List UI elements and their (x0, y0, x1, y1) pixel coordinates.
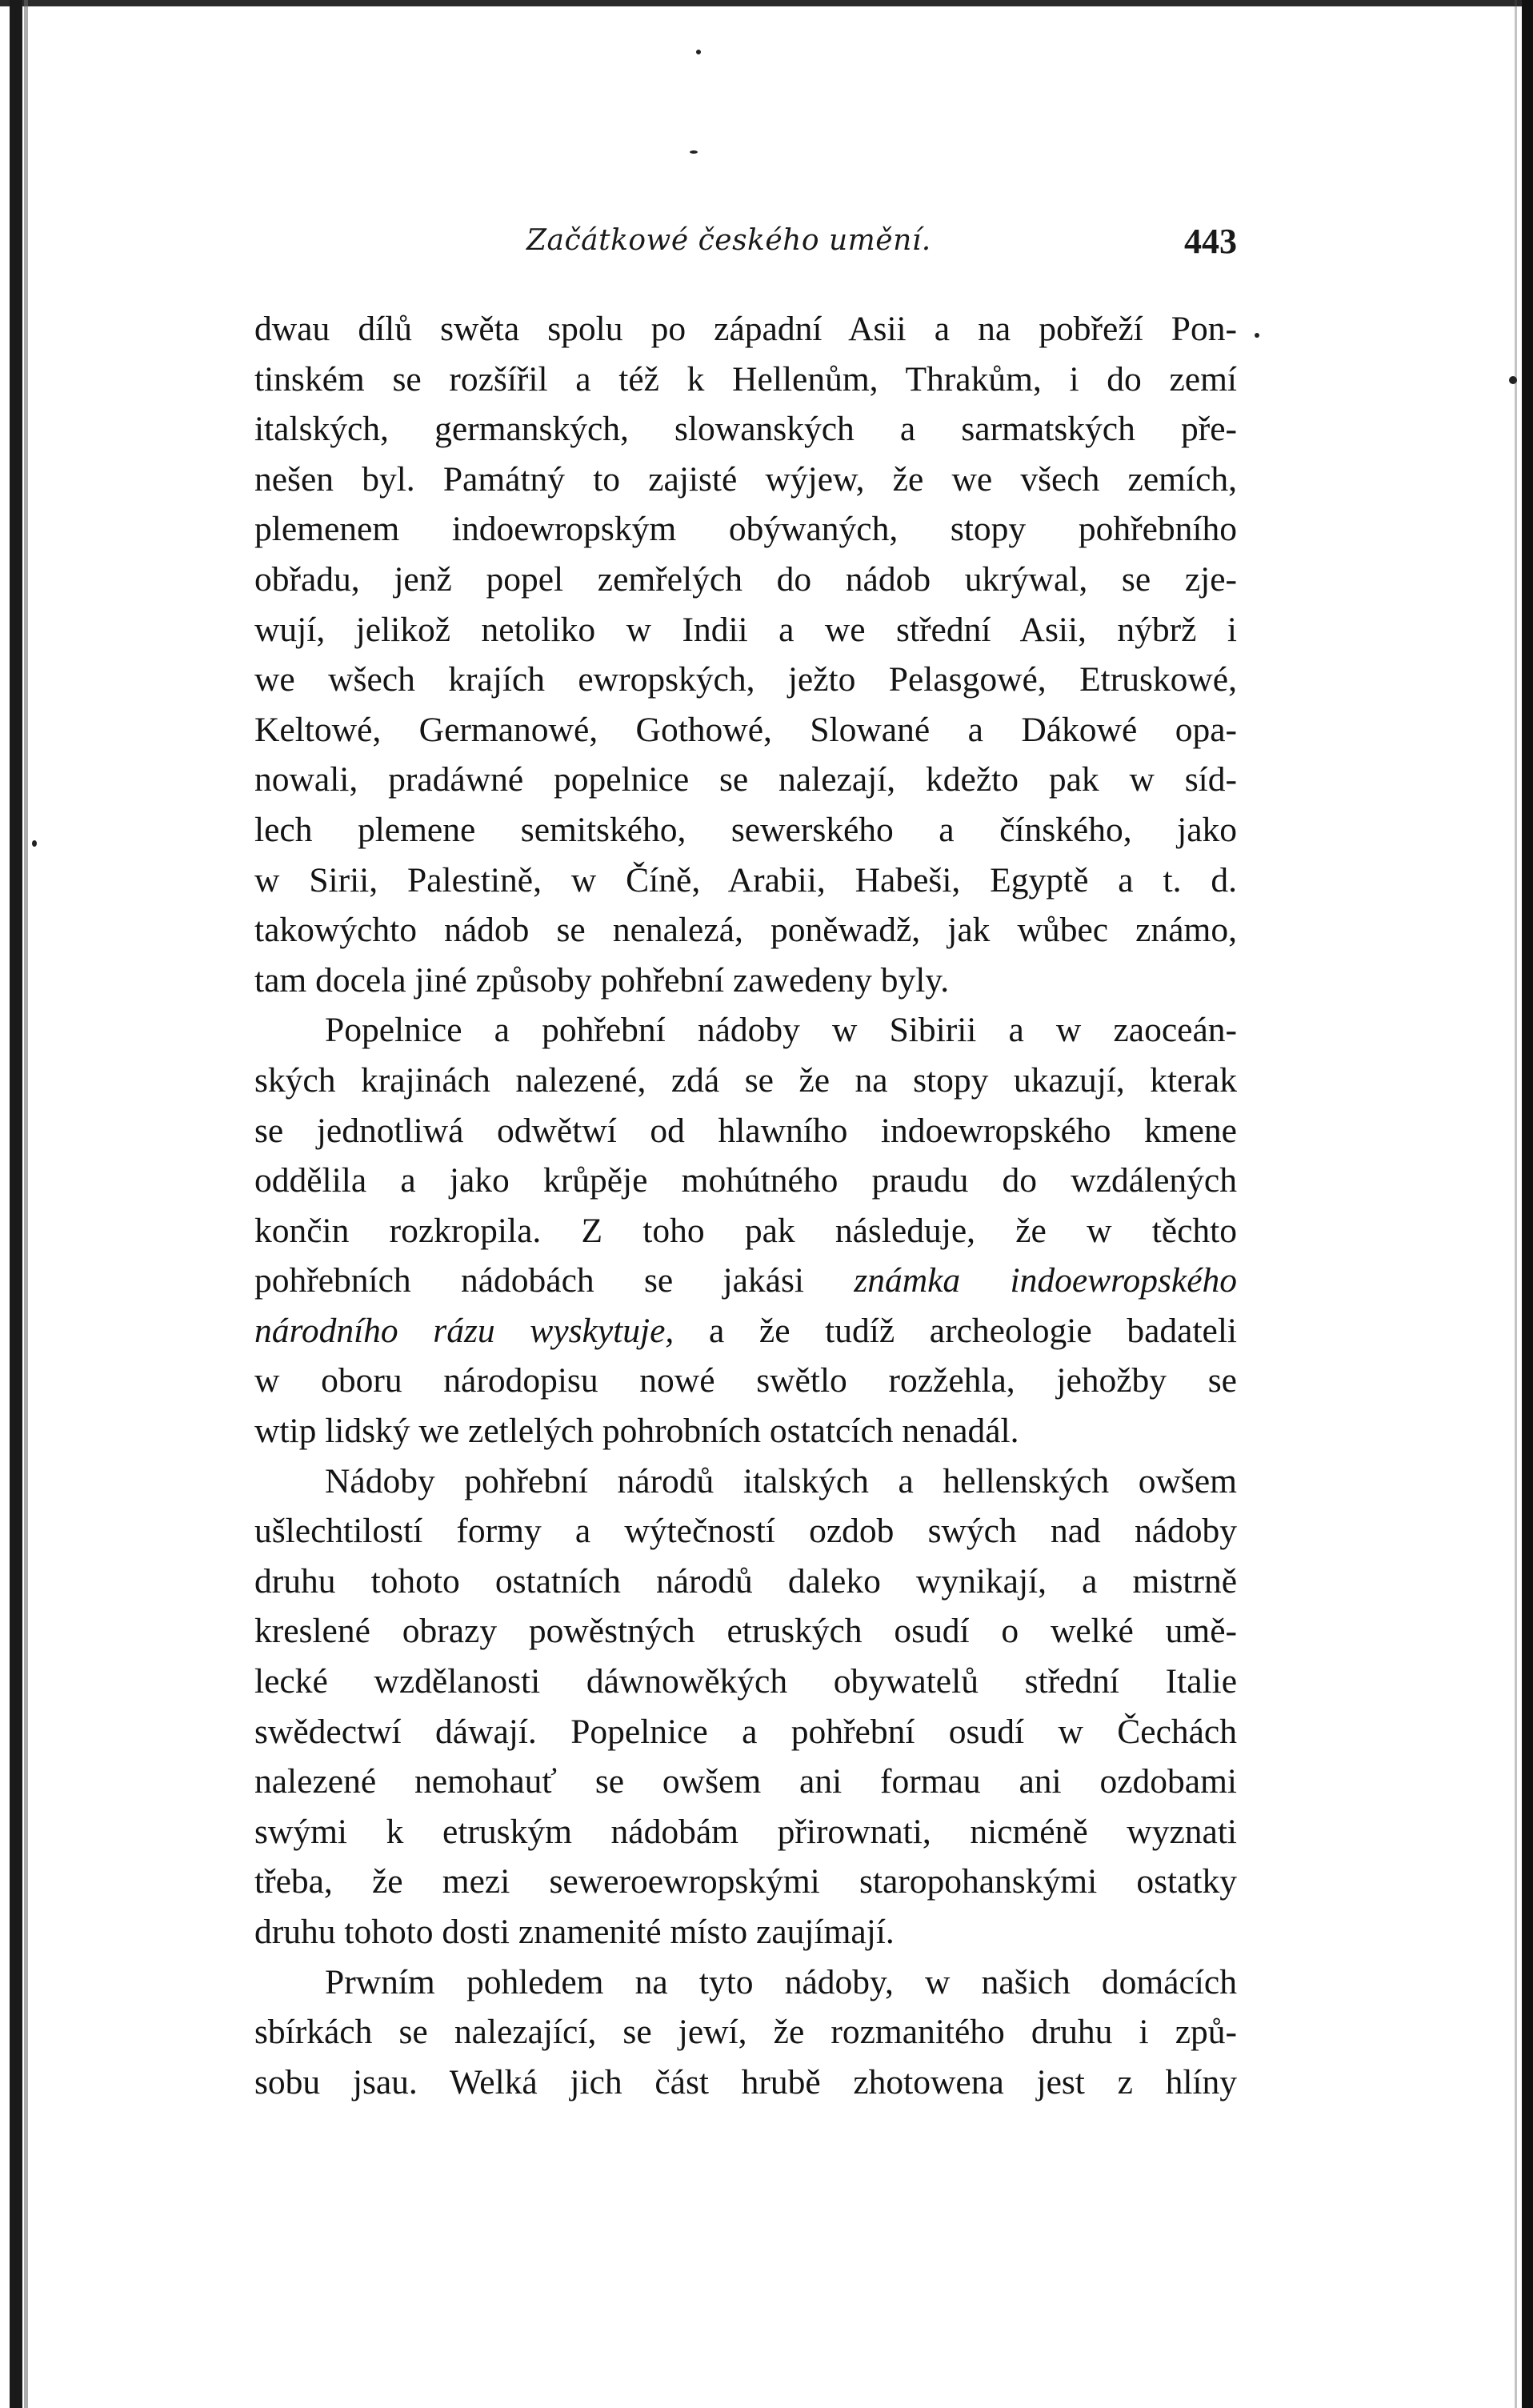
text-fragment: a že tudíž archeologie badateli (708, 1311, 1238, 1350)
text-line: tinském se rozšířil a též k Hellenům, Thrakům, i do zemí (254, 359, 1237, 399)
text-line: w oboru národopisu nowé swětlo rozžehla, jehožby se (254, 1361, 1237, 1400)
scan-edge-left (10, 0, 22, 2408)
text-fragment: pohřebních nádobách se jakási (254, 1261, 804, 1300)
text-line: italských, germanských, slowanských a sarmatských pře- (254, 410, 1237, 449)
body-text (254, 304, 1237, 2107)
paragraph (254, 304, 1237, 1005)
text-line: ušlechtilostí formy a wýtečností ozdob swých nad nádoby (254, 1512, 1237, 1551)
scan-edge-top (0, 0, 1533, 6)
scan-speck (1255, 333, 1259, 338)
text-line: plemenem indoewropským obýwaných, stopy pohřebního (254, 510, 1237, 549)
text-line: oddělila a jako krůpěje mohútného praudu do wzdálených (254, 1161, 1237, 1200)
scan-edge-left-shadow (24, 0, 28, 2408)
text-line: třeba, že mezi seweroewropskými staropohanskými ostatky (254, 1862, 1237, 1901)
text-line: druhu tohoto dosti znamenité místo zaujímají. (254, 1913, 895, 1951)
text-line: nešen byl. Památný to zajisté wýjew, že we všech zemích, (254, 459, 1237, 499)
running-head: Začátkowé českého umění. (526, 224, 931, 257)
text-line: w Sirii, Palestině, w Číně, Arabii, Habeši, Egyptě a t. d. (254, 860, 1237, 899)
text-line: takowýchto nádob se nenalezá, poněwadž, jak wůbec známo, (254, 911, 1237, 950)
text-line: lech plemene semitského, sewerského a čínského, jako (254, 810, 1237, 849)
text-line (254, 1256, 1237, 1306)
text-line: tam docela jiné způsoby pohřební zawedeny byly. (254, 960, 950, 1000)
text-line: se jednotliwá odwětwí od hlawního indoewropského kmene (254, 1111, 1237, 1150)
scan-edge-right (1522, 0, 1533, 2408)
text-line: wují, jelikož netoliko w Indii a we střední Asii, nýbrž i (254, 610, 1237, 649)
scan-speck (32, 840, 37, 847)
scan-speck (1509, 376, 1517, 384)
page-number: 443 (1184, 222, 1237, 261)
text-line: swědectwí dáwají. Popelnice a pohřební osudí w Čechách (254, 1712, 1237, 1751)
text-line (254, 1306, 1237, 1356)
italic-emphasis: známka indoewropského (854, 1261, 1237, 1300)
text-line: nowali, pradáwné popelnice se nalezají, kdežto pak w síd- (254, 760, 1237, 799)
paragraph (254, 1456, 1237, 1957)
text-line: wtip lidský we zetlelých pohrobních ostatcích nenadál. (254, 1412, 1019, 1451)
text-line: Prwním pohledem na tyto nádoby, w našich domácích (325, 1962, 1237, 2001)
text-line: končin rozkropila. Z toho pak následuje, že w těchto (254, 1211, 1237, 1250)
text-line: swými k etruským nádobám přirownati, nicméně wyznati (254, 1812, 1237, 1851)
text-line: Nádoby pohřební národů italských a hellenských owšem (325, 1461, 1237, 1500)
text-line: dwau dílů swěta spolu po západní Asii a na pobřeží Pon- (254, 310, 1237, 348)
text-line: ských krajinách nalezené, zdá se že na stopy ukazují, kterak (254, 1060, 1237, 1100)
italic-emphasis: národního rázu wyskytuje, (254, 1311, 674, 1350)
text-line: Popelnice a pohřební nádoby w Sibirii a w zaoceán- (325, 1011, 1237, 1050)
text-line: Keltowé, Germanowé, Gothowé, Slowané a Dákowé opa- (254, 710, 1237, 749)
text-line: kreslené obrazy powěstných etruských osudí o welké umě- (254, 1612, 1237, 1651)
text-line: lecké wzdělanosti dáwnowěkých obywatelů střední Italie (254, 1662, 1237, 1701)
text-line: nalezené nemohauť se owšem ani formau ani ozdobami (254, 1762, 1237, 1801)
text-line: obřadu, jenž popel zemřelých do nádob ukrýwal, se zje- (254, 559, 1237, 599)
text-line: sobu jsau. Welká jich část hrubě zhotowena jest z hlíny (254, 2062, 1237, 2101)
text-line: sbírkách se nalezající, se jewí, že rozmanitého druhu i způ- (254, 2013, 1237, 2052)
text-line: druhu tohoto ostatních národů daleko wynikají, a mistrně (254, 1561, 1237, 1601)
paragraph (254, 1957, 1237, 2108)
page-header (254, 224, 1237, 272)
text-line: we wšech krajích ewropských, ježto Pelasgowé, Etruskowé, (254, 660, 1237, 699)
scan-speck (690, 150, 698, 154)
scan-speck (696, 50, 701, 54)
paragraph (254, 1005, 1237, 1456)
scan-edge-right-shadow (1515, 0, 1517, 2408)
